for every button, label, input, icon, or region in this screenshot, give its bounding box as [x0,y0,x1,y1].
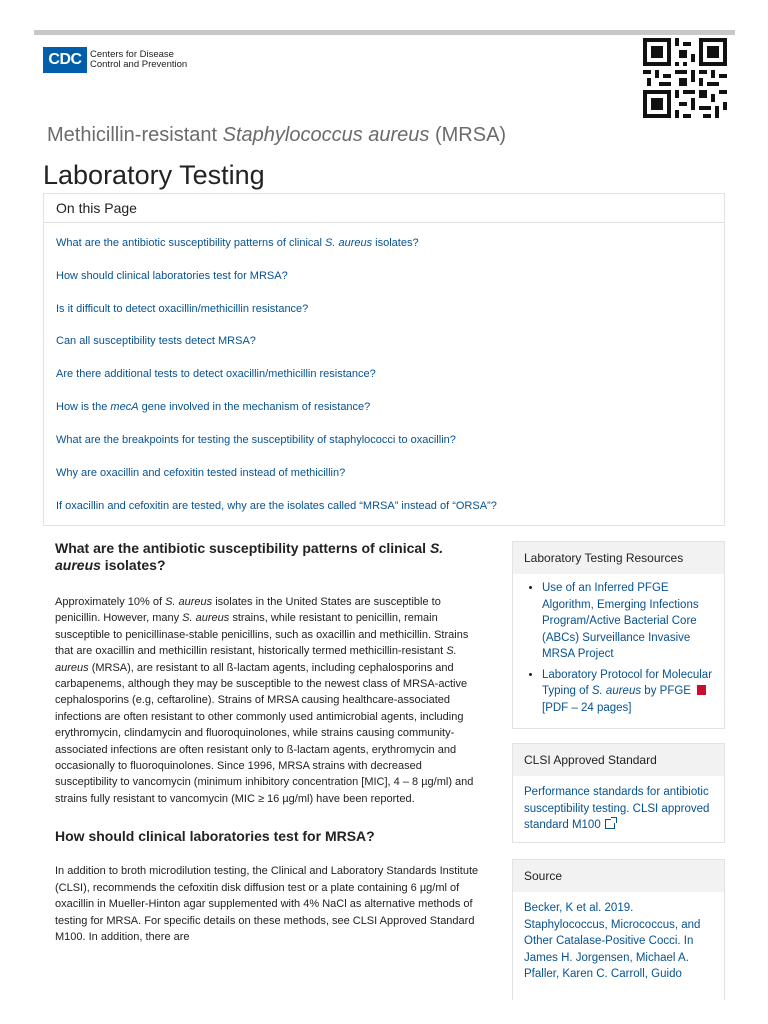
page-title: Laboratory Testing [43,160,265,190]
cdc-logo[interactable] [43,47,187,73]
resource-link-pfge-protocol[interactable]: • Laboratory Protocol for Molecular Typing of S. aureus by PFGE[PDF – 24 pages] [542,667,713,717]
resources-body [513,574,724,728]
page-subtitle: Methicillin-resistant Staphylococcus aureus (MRSA) [47,124,507,146]
otp-link-7[interactable]: What are the breakpoints for testing the susceptibility of staphylococci to oxacillin? [56,434,456,446]
section2-heading: How should clinical laboratories test for MRSA? [55,828,375,845]
external-link-icon [605,819,615,829]
otp-link-8[interactable]: Why are oxacillin and cefoxitin tested instead of methicillin? [56,467,346,479]
clsi-card [512,743,725,843]
on-this-page-heading: On this Page [44,194,724,223]
cdc-logo-mark: CDC [43,47,87,73]
otp-link-2[interactable]: How should clinical laboratories test for MRSA? [56,270,288,282]
section2-paragraph: In addition to broth microdilution testing, the Clinical and Laboratory Standards Institute (CLSI), recommends the cefoxitin disk diffusion test or a plate containing 6 µg/ml of oxacillin in Mueller-Hinton agar supplemented with 4% NaCl as alternative methods of testing for MRSA. For specific details on these methods, see CLSI Approved Standard M100. In addition, there are [55,865,479,943]
otp-link-3[interactable]: Is it difficult to detect oxacillin/methicillin resistance? [56,303,309,315]
otp-link-9[interactable]: If oxacillin and cefoxitin are tested, why are the isolates called “MRSA” instead of “ORSA”? [56,500,497,512]
resources-card [512,541,725,729]
resources-heading: Laboratory Testing Resources [513,542,724,574]
section1-paragraph: Approximately 10% of S. aureus isolates in the United States are susceptible to penicillin. However, many S. aureus strains, while resistant to penicillin, remain susceptible to penicillinase-stable penicillins, such as oxacillin and methicillin. Strains that are oxacillin and methicillin resistant, historically termed methicillin-resistant S. aureus (MRSA), are resistant to all ß-lactam agents, including cephalosporins and carbapenems, although they may be susceptible to the newest class of MRSA-active cephalosporins (e.g, ceftaroline). Strains of MRSA causing healthcare-associated infections are often resistant to other commonly used antimicrobial agents, including erythromycin, clindamycin and fluoroquinolones, while strains causing community-associated infections are often resistant only to ß-lactam agents, erythromycin and occasionally to fluoroquinolones. Since 1996, MRSA strains with decreased susceptibility to vancomycin (minimum inhibitory concentration [MIC], 4 – 8 µg/ml) and strains fully resistant to vancomycin (MIC ≥ 16 µg/ml) have been reported. [55,596,474,805]
main-content [55,540,483,945]
top-divider [34,30,735,35]
source-link[interactable]: Becker, K et al. 2019. Staphylococcus, Micrococcus, and Other Catalase-Positive Cocci. In James H. Jorgensen, Michael A. Pfaller, Karen C. Carroll, Guido [524,902,701,980]
otp-link-6[interactable]: How is the mecA gene involved in the mechanism of resistance? [56,401,371,413]
cdc-logo-text: Centers for Disease Control and Prevention [90,49,188,70]
clsi-heading: CLSI Approved Standard [513,744,724,776]
otp-link-1[interactable]: What are the antibiotic susceptibility patterns of clinical S. aureus isolates? [56,237,419,249]
source-heading: Source [513,860,724,892]
on-this-page-box [43,193,725,526]
otp-link-5[interactable]: Are there additional tests to detect oxacillin/methicillin resistance? [56,368,376,380]
section1-heading: What are the antibiotic susceptibility patterns of clinical S. aureus isolates? [55,540,444,573]
clsi-link[interactable]: Performance standards for antibiotic susceptibility testing. CLSI approved standard M100 [524,786,710,831]
otp-link-4[interactable]: Can all susceptibility tests detect MRSA? [56,335,256,347]
resource-link-pfge-algorithm[interactable]: • Use of an Inferred PFGE Algorithm, Emerging Infections Program/Active Bacterial Core (ABCs) Surveillance Invasive MRSA Project [542,580,713,663]
resources-list [524,580,713,716]
pdf-icon [697,685,706,695]
source-card [512,859,725,1000]
qr-code-icon [643,38,727,118]
